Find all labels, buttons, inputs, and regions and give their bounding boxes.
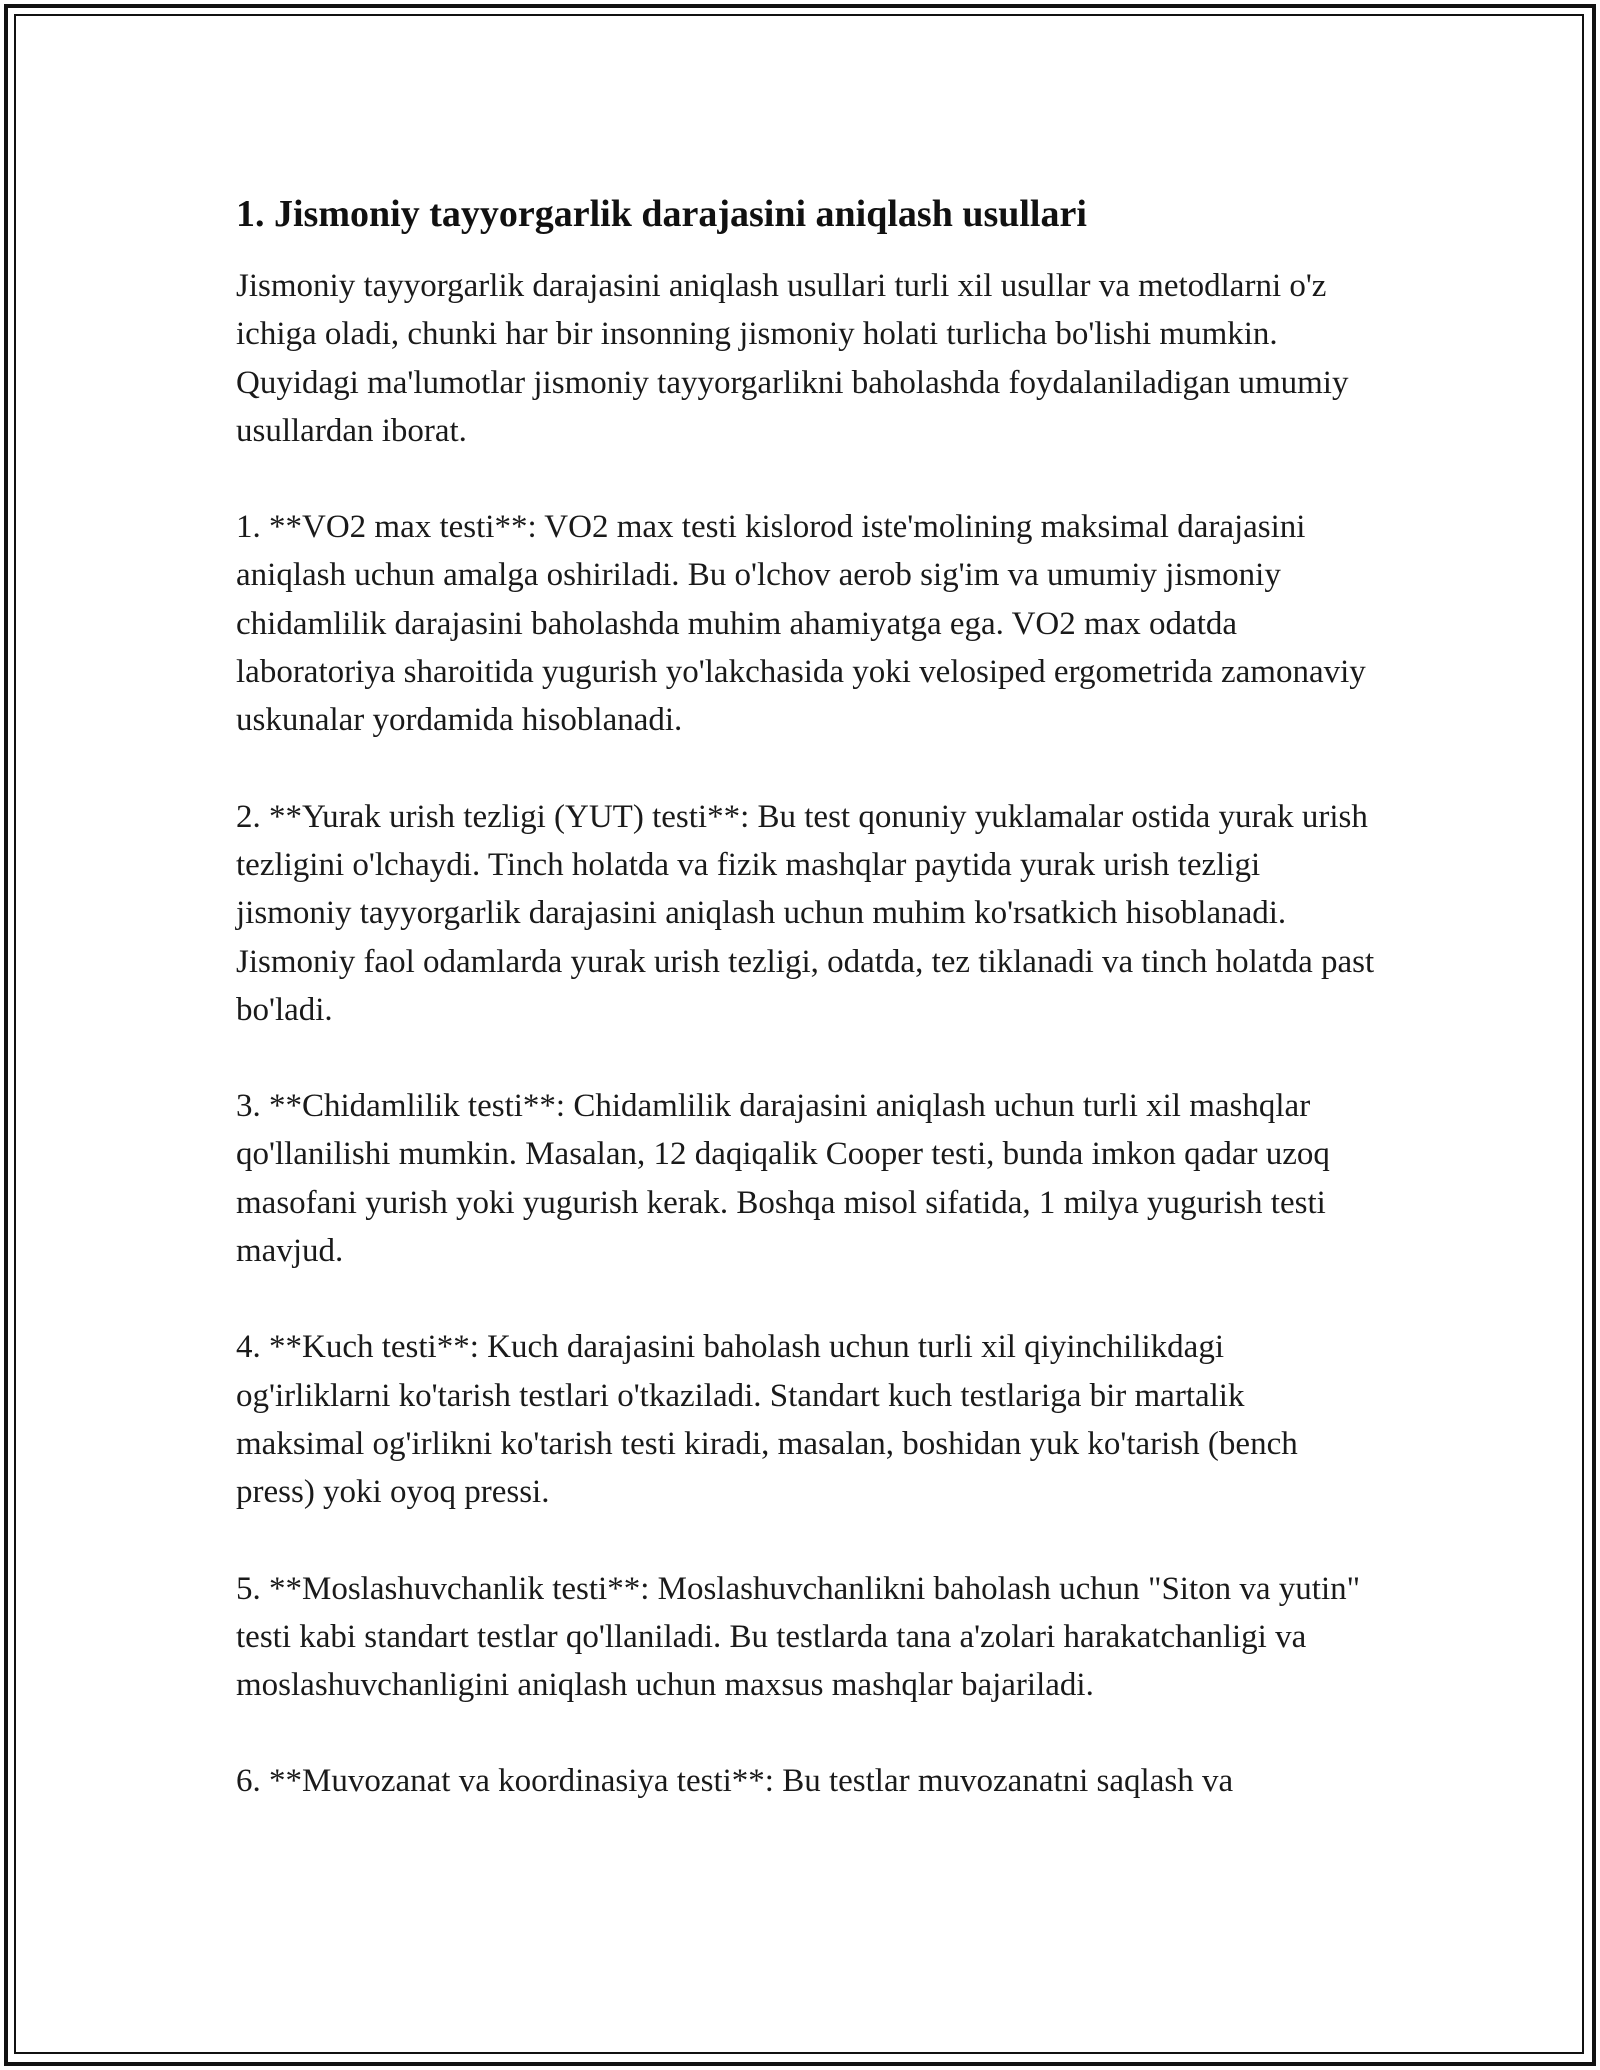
section-heading: 1. Jismoniy tayyorgarlik darajasini aniqlash usullari	[236, 193, 1087, 235]
list-item-balance: 6. **Muvozanat va koordinasiya testi**: Bu testlar muvozanatni saqlash va	[236, 1763, 1234, 1800]
intro-paragraph: Jismoniy tayyorgarlik darajasini aniqlash usullari turli xil usullar va metodlarni o'z ichiga oladi, chunki har bir insonning jismoniy holati turlicha bo'lishi mumkin. Quyidagi ma'lumotlar jismoniy tayyorgarlikni baholashda foydalaniladigan umumiy usullardan iborat.	[236, 268, 1349, 449]
list-item-vo2-max: 1. **VO2 max testi**: VO2 max testi kislorod iste'molining maksimal darajasini aniqlash uchun amalga oshiriladi. Bu o'lchov aerob sig'im va umumiy jismoniy chidamlilik darajasini baholashda muhim ahamiyatga ega. VO2 max odatda laboratoriya sharoitida yugurish yo'lakchasida yoki velosiped ergometrida zamonaviy uskunalar yordamida hisoblanadi.	[236, 509, 1366, 739]
list-item-endurance: 3. **Chidamlilik testi**: Chidamlilik darajasini aniqlash uchun turli xil mashqlar qo'llanilishi mumkin. Masalan, 12 daqiqalik Cooper testi, bunda imkon qadar uzoq masofani yurish yoki yugurish kerak. Boshqa misol sifatida, 1 milya yugurish testi mavjud.	[236, 1088, 1330, 1270]
list-item-flexibility: 5. **Moslashuvchanlik testi**: Moslashuvchanlikni baholash uchun "Siton va yutin" testi kabi standart testlar qo'llaniladi. Bu testlarda tana a'zolari harakatchanligi va moslashuvchanligini aniqlash uchun maxsus mashqlar bajariladi.	[236, 1570, 1361, 1704]
list-item-heart-rate: 2. **Yurak urish tezligi (YUT) testi**: Bu test qonuniy yuklamalar ostida yurak urish tezligini o'lchaydi. Tinch holatda va fizik mashqlar paytida yurak urish tezligi jismoniy tayyorgarlik darajasini aniqlash uchun muhim ko'rsatkich hisoblanadi. Jismoniy faol odamlarda yurak urish tezligi, odatda, tez tiklanadi va tinch holatda past bo'ladi.	[236, 798, 1375, 1028]
list-item-strength: 4. **Kuch testi**: Kuch darajasini baholash uchun turli xil qiyinchilikdagi og'irliklarni ko'tarish testlari o'tkaziladi. Standart kuch testlariga bir martalik maksimal og'irlikni ko'tarish testi kiradi, masalan, boshidan yuk ko'tarish (bench press) yoki oyoq pressi.	[236, 1329, 1298, 1511]
document-body	[236, 188, 1376, 1806]
